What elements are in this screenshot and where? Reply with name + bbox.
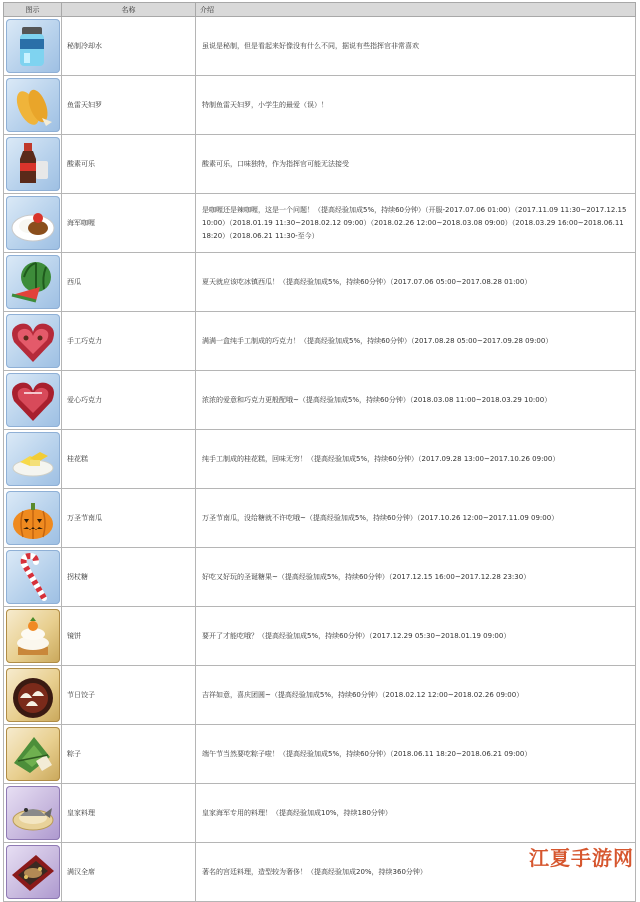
- chocolate-box-icon: [6, 314, 60, 368]
- watermark-logo: 江夏手游网: [529, 846, 634, 870]
- royal-cuisine-icon: [6, 786, 60, 840]
- header-icon: 图示: [4, 3, 62, 17]
- pumpkin-icon: [6, 491, 60, 545]
- item-desc: 虽说是秘制，但是看起来好像没有什么不同，据说有些指挥官非常喜欢: [196, 17, 636, 76]
- item-desc: 酸素可乐，口味独特，作为指挥官可能无法接受: [196, 135, 636, 194]
- item-desc: 著名的宫廷料理，造型较为奢侈！（提高经验加成20%，持续360分钟）: [196, 843, 636, 902]
- table-row: [4, 371, 636, 430]
- table-row: [4, 430, 636, 489]
- food-items-table: [3, 2, 636, 902]
- torpedo-tempura-icon: [6, 78, 60, 132]
- item-desc: 万圣节南瓜，没给糖就不许吃哦~（提高经验加成5%，持续60分钟）（2017.10.26 12:00~2017.11.09 09:00）: [196, 489, 636, 548]
- item-desc: 好吃又好玩的圣诞糖果~（提高经验加成5%，持续60分钟）（2017.12.15 16:00~2017.12.28 23:30）: [196, 548, 636, 607]
- item-name: 桂花糕: [62, 430, 196, 489]
- item-desc: 皇家海军专用的料理！（提高经验加成10%，持续180分钟）: [196, 784, 636, 843]
- item-desc: 满满一盒纯手工制成的巧克力！（提高经验加成5%，持续60分钟）（2017.08.28 05:00~2017.09.28 09:00）: [196, 312, 636, 371]
- item-name: 万圣节南瓜: [62, 489, 196, 548]
- header-desc: 介绍: [196, 3, 636, 17]
- table-row: [4, 666, 636, 725]
- table-row: [4, 607, 636, 666]
- item-name: 拐杖糖: [62, 548, 196, 607]
- table-row: [4, 312, 636, 371]
- table-row: [4, 725, 636, 784]
- cooling-water-icon: [6, 19, 60, 73]
- item-desc: 夏天就应该吃冰镇西瓜！（提高经验加成5%，持续60分钟）（2017.07.06 05:00~2017.08.28 01:00）: [196, 253, 636, 312]
- item-name: 爱心巧克力: [62, 371, 196, 430]
- table-row: [4, 135, 636, 194]
- item-desc: 吉祥如意，喜庆团圆~（提高经验加成5%，持续60分钟）（2018.02.12 12:00~2018.02.26 09:00）: [196, 666, 636, 725]
- header-row: [4, 3, 636, 17]
- item-name: 节日饺子: [62, 666, 196, 725]
- item-name: 西瓜: [62, 253, 196, 312]
- zongzi-icon: [6, 727, 60, 781]
- table-row: [4, 548, 636, 607]
- watermelon-icon: [6, 255, 60, 309]
- item-desc: 端午节当然要吃粽子啦！（提高经验加成5%，持续60分钟）（2018.06.11 18:20~2018.06.21 09:00）: [196, 725, 636, 784]
- imperial-feast-icon: [6, 845, 60, 899]
- item-name: 海军咖喱: [62, 194, 196, 253]
- curry-icon: [6, 196, 60, 250]
- dumplings-icon: [6, 668, 60, 722]
- item-name: 皇家料理: [62, 784, 196, 843]
- table-row: [4, 489, 636, 548]
- item-name: 秘制冷却水: [62, 17, 196, 76]
- item-desc: 是咖喱还是辣咖喱，这是一个问题！（提高经验加成5%，持续60分钟）（开服-2017.07.06 01:00）（2017.11.09 11:30~2017.12.15 10:00）（2018.01.19 11:30~2018.02.12 09:00）（2018.02.26 12:00~2018.03.08 09:00）（2018.03.29 16:00~2018.06.11 18:20）（2018.06.21 11:30-至今）: [196, 194, 636, 253]
- item-name: 酸素可乐: [62, 135, 196, 194]
- item-name: 鱼雷天妇罗: [62, 76, 196, 135]
- header-name: 名称: [62, 3, 196, 17]
- item-desc: 纯手工制成的桂花糕，回味无穷！（提高经验加成5%，持续60分钟）（2017.09.28 13:00~2017.10.26 09:00）: [196, 430, 636, 489]
- candy-cane-icon: [6, 550, 60, 604]
- kagami-mochi-icon: [6, 609, 60, 663]
- item-desc: 特制鱼雷天妇罗，小学生的最爱（误）！: [196, 76, 636, 135]
- table-row: [4, 784, 636, 843]
- table-row: [4, 253, 636, 312]
- item-name: 手工巧克力: [62, 312, 196, 371]
- item-name: 粽子: [62, 725, 196, 784]
- heart-chocolate-icon: [6, 373, 60, 427]
- osmanthus-cake-icon: [6, 432, 60, 486]
- item-name: 镜饼: [62, 607, 196, 666]
- table-row: [4, 194, 636, 253]
- item-name: 满汉全席: [62, 843, 196, 902]
- item-desc: 要开了才能吃哦？（提高经验加成5%，持续60分钟）（2017.12.29 05:30~2018.01.19 09:00）: [196, 607, 636, 666]
- item-desc: 浓浓的爱意和巧克力更般配哦~（提高经验加成5%，持续60分钟）（2018.03.08 11:00~2018.03.29 10:00）: [196, 371, 636, 430]
- table-row: [4, 76, 636, 135]
- cola-icon: [6, 137, 60, 191]
- table-row: [4, 17, 636, 76]
